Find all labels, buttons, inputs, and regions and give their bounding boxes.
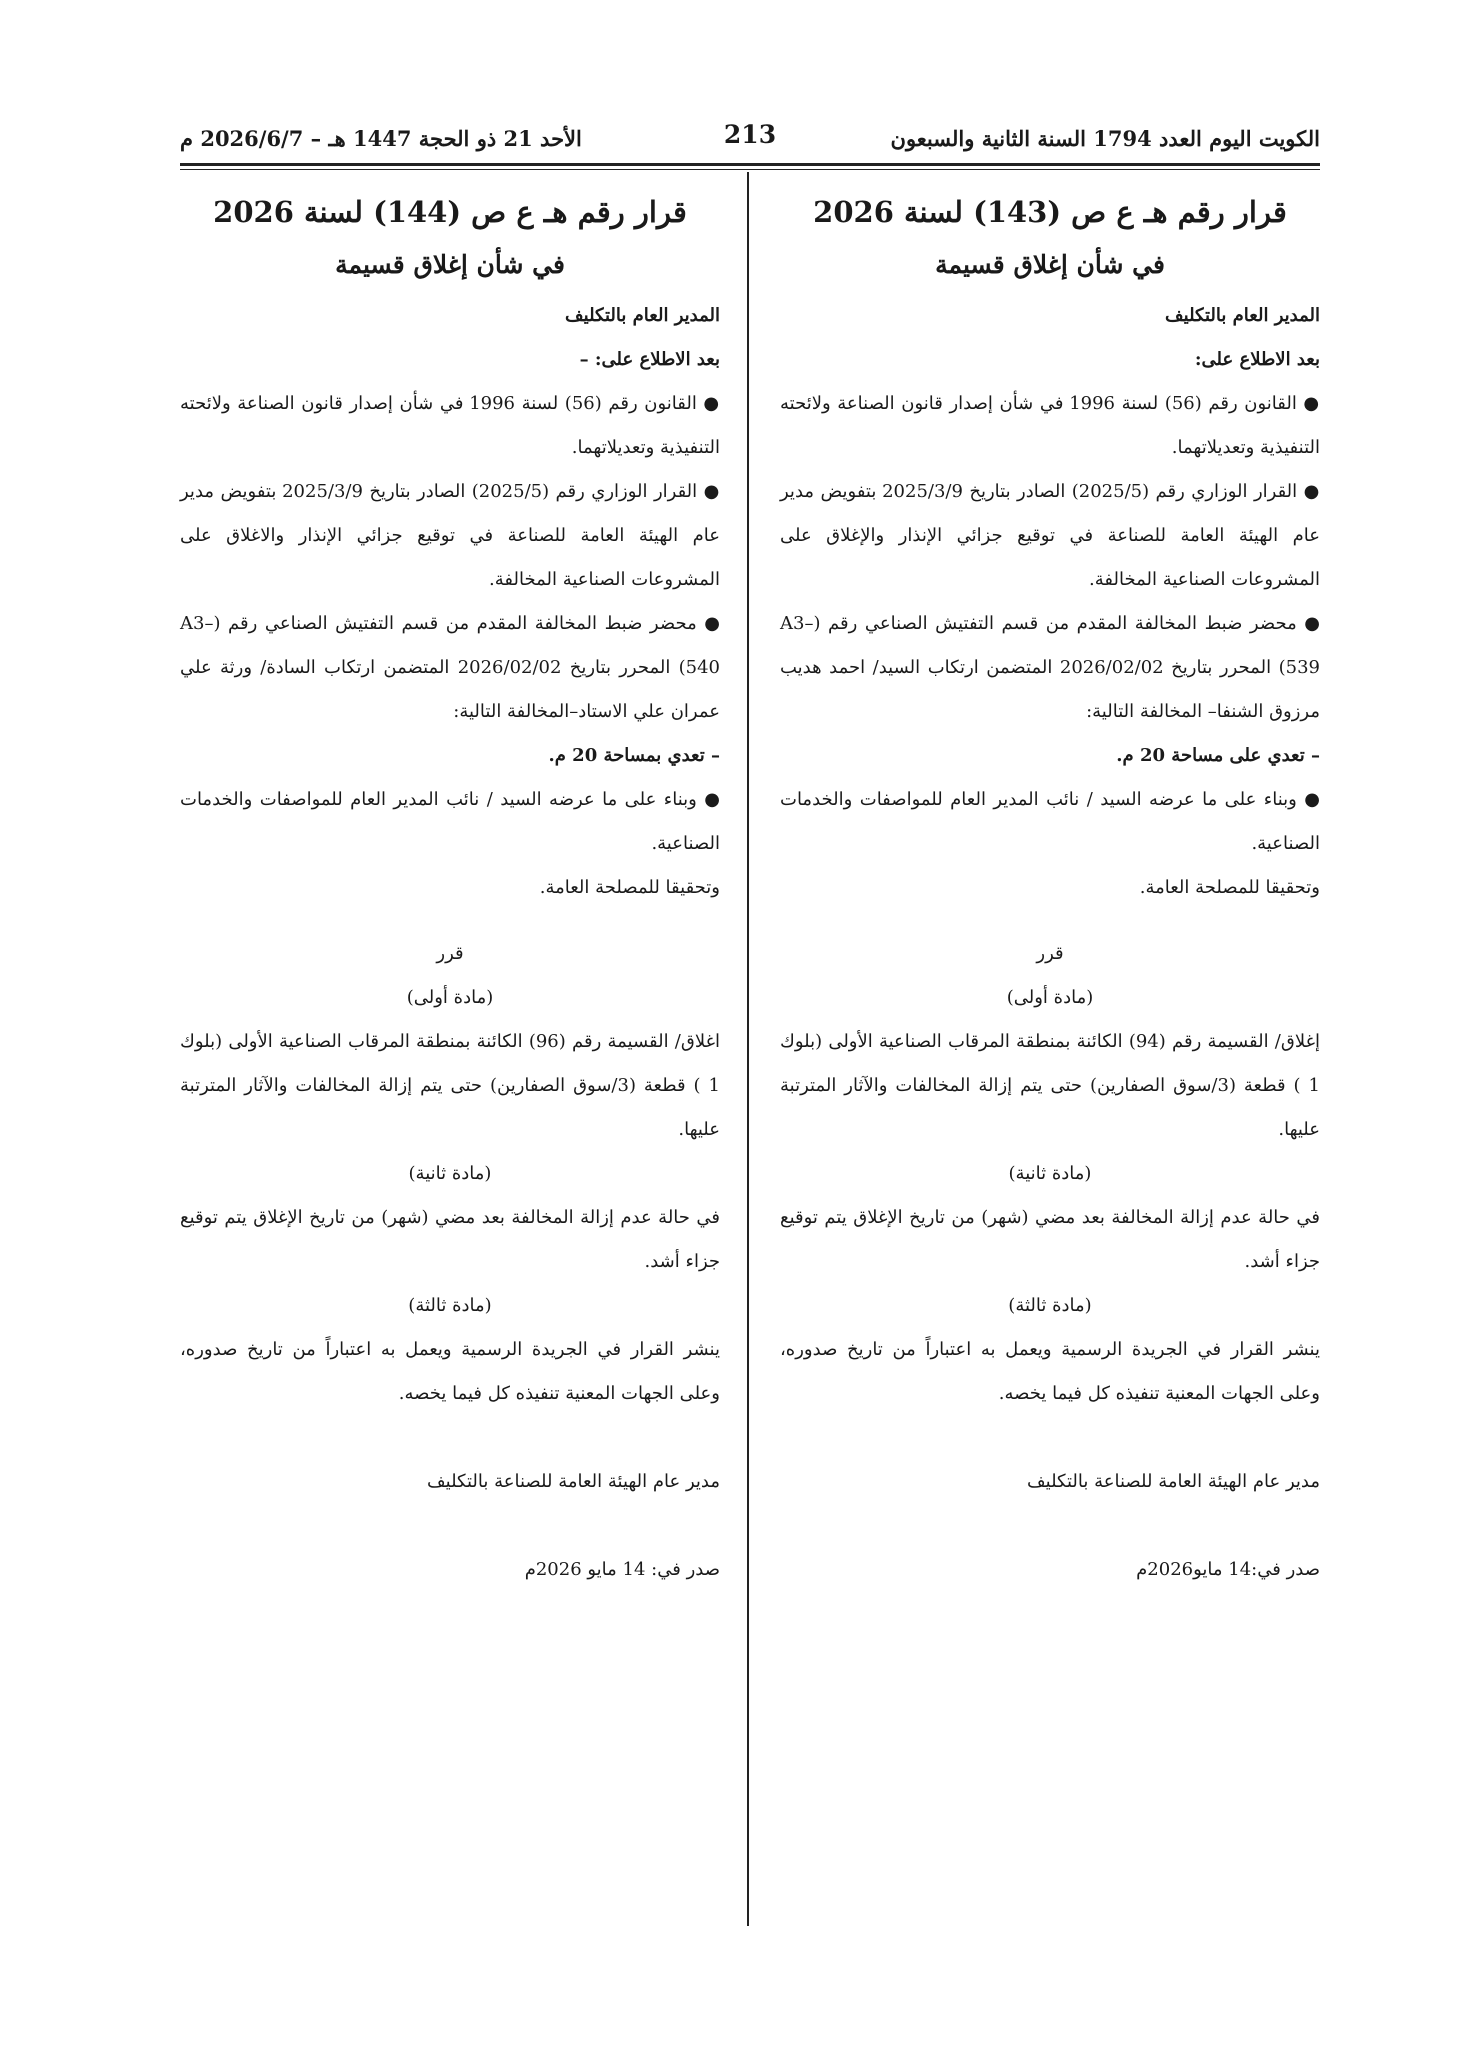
issue-date: الأحد 21 ذو الحجة 1447 هـ – 2026/6/7 م — [180, 126, 582, 151]
article-1-text: إغلاق/ القسيمة رقم (94) الكائنة بمنطقة المرقاب الصناعية الأولى (بلوك 1 ) قطعة (3/سوق الصفارين) حتى يتم إزالة المخالفات والآثار المترتبة عليها. — [780, 1031, 1320, 1140]
decision-144-column — [180, 180, 720, 1592]
article-3-heading: (مادة ثالثة) — [1008, 1295, 1092, 1316]
issue-date-line: صدر في:14 مايو2026م — [1136, 1559, 1320, 1580]
page-header — [180, 120, 1320, 156]
article-1-text: اغلاق/ القسيمة رقم (96) الكائنة بمنطقة المرقاب الصناعية الأولى (بلوك 1 ) قطعة (3/سوق الصفارين) حتى يتم إزالة المخالفات والآثار المترتبة عليها. — [180, 1031, 720, 1140]
violation-item: – تعدي بمساحة 20 م. — [548, 745, 720, 766]
decision-143-column — [780, 180, 1320, 1592]
issuer-line: المدير العام بالتكليف — [1165, 305, 1320, 326]
header-rule-thick — [180, 163, 1320, 166]
decision-subtitle: في شأن إغلاق قسيمة — [335, 250, 565, 279]
preamble-proposal: ● وبناء على ما عرضه السيد / نائب المدير العام للمواصفات والخدمات الصناعية. — [180, 789, 720, 854]
page-number: 213 — [723, 120, 777, 149]
article-3-text: ينشر القرار في الجريدة الرسمية ويعمل به اعتباراً من تاريخ صدوره، وعلى الجهات المعنية تنفيذه كل فيما يخصه. — [180, 1339, 720, 1404]
article-1-heading: (مادة أولى) — [406, 987, 494, 1008]
decision-title: قرار رقم هـ ع ص (143) لسنة 2026 — [813, 195, 1287, 229]
article-2-text: في حالة عدم إزالة المخالفة بعد مضي (شهر) من تاريخ الإغلاق يتم توقيع جزاء أشد. — [180, 1207, 720, 1272]
preamble-public-interest: وتحقيقا للمصلحة العامة. — [1139, 877, 1320, 898]
preamble-ministerial-decision: ● القرار الوزاري رقم (2025/5) الصادر بتاريخ 2025/3/9 بتفويض مدير عام الهيئة العامة للصناعة في توقيع جزائي الإنذار والاغلاق على المشروعات الصناعية المخالفة. — [180, 481, 720, 590]
preamble-violation-report: ● محضر ضبط المخالفة المقدم من قسم التفتيش الصناعي رقم (A3–539) المحرر بتاريخ 2026/02/02 المتضمن ارتكاب السيد/ احمد هديب مرزوق الشنفا– المخالفة التالية: — [780, 613, 1320, 722]
article-2-heading: (مادة ثانية) — [1008, 1163, 1092, 1184]
violation-item: – تعدي على مساحة 20 م. — [1116, 745, 1320, 766]
gazette-issue-info: الكويت اليوم العدد 1794 السنة الثانية والسبعون — [890, 126, 1320, 151]
preamble-intro: بعد الاطلاع على: – — [579, 349, 720, 370]
column-divider — [747, 172, 749, 1926]
decision-title: قرار رقم هـ ع ص (144) لسنة 2026 — [213, 195, 687, 229]
preamble-public-interest: وتحقيقا للمصلحة العامة. — [539, 877, 720, 898]
article-3-text: ينشر القرار في الجريدة الرسمية ويعمل به اعتباراً من تاريخ صدوره، وعلى الجهات المعنية تنفيذه كل فيما يخصه. — [780, 1339, 1320, 1404]
header-rule-thin — [180, 169, 1320, 170]
signatory: مدير عام الهيئة العامة للصناعة بالتكليف — [427, 1471, 720, 1492]
issue-date-line: صدر في: 14 مايو 2026م — [524, 1559, 720, 1580]
decided-heading: قرر — [1036, 943, 1064, 964]
signatory: مدير عام الهيئة العامة للصناعة بالتكليف — [1027, 1471, 1320, 1492]
decision-subtitle: في شأن إغلاق قسيمة — [935, 250, 1165, 279]
preamble-intro: بعد الاطلاع على: — [1194, 349, 1320, 370]
article-2-text: في حالة عدم إزالة المخالفة بعد مضي (شهر) من تاريخ الإغلاق يتم توقيع جزاء أشد. — [780, 1207, 1320, 1272]
preamble-law: ● القانون رقم (56) لسنة 1996 في شأن إصدار قانون الصناعة ولائحته التنفيذية وتعديلاتهما. — [780, 393, 1320, 458]
article-1-heading: (مادة أولى) — [1006, 987, 1094, 1008]
issuer-line: المدير العام بالتكليف — [565, 305, 720, 326]
article-3-heading: (مادة ثالثة) — [408, 1295, 492, 1316]
decided-heading: قرر — [436, 943, 464, 964]
preamble-proposal: ● وبناء على ما عرضه السيد / نائب المدير العام للمواصفات والخدمات الصناعية. — [780, 789, 1320, 854]
preamble-ministerial-decision: ● القرار الوزاري رقم (2025/5) الصادر بتاريخ 2025/3/9 بتفويض مدير عام الهيئة العامة للصناعة في توقيع جزائي الإنذار والإغلاق على المشروعات الصناعية المخالفة. — [780, 481, 1320, 590]
preamble-law: ● القانون رقم (56) لسنة 1996 في شأن إصدار قانون الصناعة ولائحته التنفيذية وتعديلاتهما. — [180, 393, 720, 458]
article-2-heading: (مادة ثانية) — [408, 1163, 492, 1184]
preamble-violation-report: ● محضر ضبط المخالفة المقدم من قسم التفتيش الصناعي رقم (A3–540) المحرر بتاريخ 2026/02/02 المتضمن ارتكاب السادة/ ورثة علي عمران علي الاستاد–المخالفة التالية: — [180, 613, 720, 722]
